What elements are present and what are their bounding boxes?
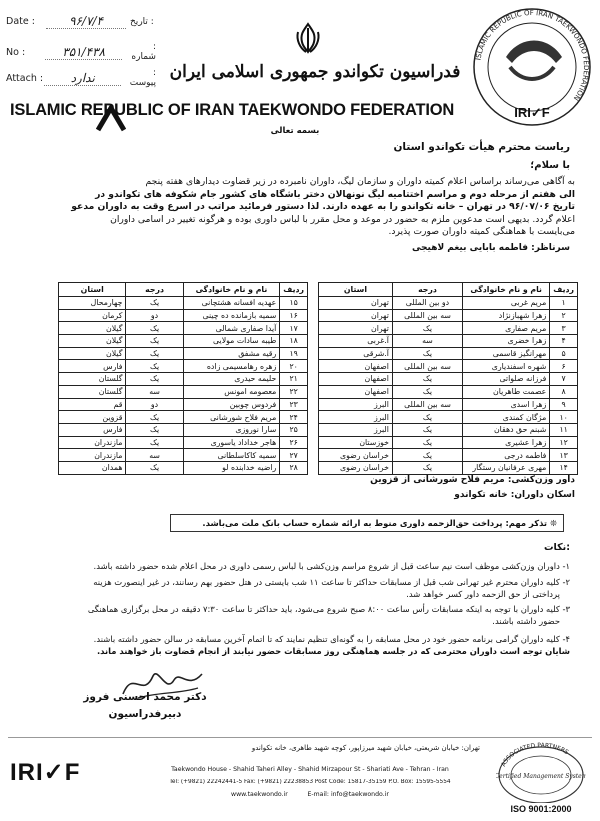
table-row <box>319 436 578 449</box>
cell-name: طیبه سادات مولایی <box>183 335 280 348</box>
cell-name: آیدا صفاری شمالی <box>183 322 280 335</box>
cell-num: ۱۸ <box>280 335 308 348</box>
cell-name: زهرا عشیری <box>463 436 550 449</box>
cell-num: ۲۵ <box>280 423 308 436</box>
table-row <box>59 461 308 474</box>
cell-province: چهارمحال <box>59 297 126 310</box>
cell-num: ۸ <box>550 385 578 398</box>
cell-grade: یک <box>392 449 462 462</box>
note-item: ۳- کلیه داوران با توجه به اینکه مسابقات رأس ساعت ۸:۰۰ صبح شروع می‌شود، باید حداکثر تا ساعت ۷:۳۰ دقیقه در محل برگزاری هماهنگی <box>87 604 570 614</box>
table-row <box>319 297 578 310</box>
cell-province: آ.غربی <box>319 335 393 348</box>
cell-name: زهرا اسدی <box>463 398 550 411</box>
table-row <box>59 436 308 449</box>
iso-cert-seal-icon <box>496 741 586 803</box>
cell-name: شهره اسفندیاری <box>463 360 550 373</box>
note-item: ۲- کلیه داوران محترم غیر تهرانی شب قبل از مسابقات حداکثر تا ساعت ۱۱ شب بایستی در هتل حضور بهم رسانند، در غیر اینصورت هزینه <box>93 577 570 587</box>
cell-grade: یک <box>392 322 462 335</box>
cell-name: زهره رهامسیمی زاده <box>183 360 280 373</box>
referees-accommodation: اسکان داوران: خانه تکواندو <box>454 490 575 500</box>
cell-province: گلستان <box>59 385 126 398</box>
table-row <box>59 322 308 335</box>
cell-name: فرزانه صلواتی <box>463 373 550 386</box>
note-item: ۱- داوران وزن‌کشی موظف است نیم ساعت قبل از شروع مراسم وزن‌کشی با لباس رسمی داوری در محل اعلام شده حضور داشته باشد. <box>93 561 570 571</box>
cell-province: گیلان <box>59 335 126 348</box>
cell-name: راضیه خدابنده لو <box>183 461 280 474</box>
cell-num: ۲۱ <box>280 373 308 386</box>
cell-grade: یک <box>392 436 462 449</box>
cell-num: ۲۰ <box>280 360 308 373</box>
table-row <box>59 449 308 462</box>
cell-num: ۱۱ <box>550 423 578 436</box>
table-row <box>59 423 308 436</box>
cell-name: فردوس چوبین <box>183 398 280 411</box>
col-province: استان <box>319 283 393 297</box>
footer-address-en: Taekwondo House - Shahid Taheri Alley - Shahid Mirzapour St - Shariati Ave - Tehran - Iran <box>171 766 449 773</box>
cell-name: مهرانگیز قاسمی <box>463 347 550 360</box>
table-row <box>59 335 308 348</box>
note-item: شایان توجه است داوران محترمی که در جلسه هماهنگی روز مسابقات حضور نیابند از انجام قضاوت باز خواهند ماند. <box>96 646 570 656</box>
federation-title-en: ISLAMIC REPUBLIC OF IRAN TAEKWONDO FEDERATION <box>10 101 455 119</box>
table-row <box>59 347 308 360</box>
cell-name: مریم غربی <box>463 297 550 310</box>
table-row <box>59 360 308 373</box>
attach-label-fa: : پیوست <box>129 68 156 88</box>
cell-name: فاطمه درجی <box>463 449 550 462</box>
para-line: الی هفتم از مرحله دوم و مراسم اختتامیه لیگ نونهالان دختر باشگاه های کشور جام شکوفه های تکواندو در <box>95 188 575 200</box>
table-row <box>319 398 578 411</box>
para-line: تاریخ ۹۶/۰۷/۰۶ در تهران – خانه تکواندو را به عهده دارند. لذا دستور فرمائید مراتب در اسرع وقت به داوران مدعو <box>71 201 575 212</box>
logo-ring-text: ISLAMIC REPUBLIC OF IRAN TAEKWONDO FEDERATION <box>474 8 591 102</box>
cell-grade: سه <box>126 449 183 462</box>
cell-name: عهدیه افسانه هشتچانی <box>183 297 280 310</box>
cell-num: ۲۳ <box>280 398 308 411</box>
cell-province: مازندران <box>59 449 126 462</box>
para-line: می‌بایست با هماهنگی کمیته داوران صورت پذیرد. <box>388 226 575 237</box>
table-row <box>319 411 578 424</box>
cell-grade: سه بین المللی <box>392 360 462 373</box>
body-paragraph <box>20 176 575 239</box>
recipient: ریاست محترم هیأت تکواندو استان <box>393 141 570 153</box>
col-num: ردیف <box>550 283 578 297</box>
cell-grade: سه <box>392 335 462 348</box>
cell-name: مریم فلاح شورشانی <box>183 411 280 424</box>
col-province: استان <box>59 283 126 297</box>
referees-table-right <box>318 282 578 475</box>
table-row <box>319 335 578 348</box>
table-row <box>59 373 308 386</box>
table-header-row <box>59 283 308 297</box>
number-label: No : <box>6 46 26 58</box>
cell-province: البرز <box>319 398 393 411</box>
cell-grade: یک <box>392 373 462 386</box>
table-row <box>59 411 308 424</box>
date-label-fa: : تاریخ <box>130 16 154 27</box>
note-item: ۴- کلیه داوران گرامی برنامه حضور خود در محل مسابقه را به گونه‌ای تنظیم نمایند که تا اتمام آخرین مسابقه در سالن حضور داشته باشند. <box>93 634 570 644</box>
cell-name: رقیه مشفق <box>183 347 280 360</box>
cell-num: ۱۳ <box>550 449 578 462</box>
note-item: پرداختی از حق الزحمه داور کسر خواهد شد. <box>406 589 560 599</box>
attach-label: Attach : <box>6 72 44 84</box>
cell-province: تهران <box>319 309 393 322</box>
signer-name: دکتر محمد احسنی فروز <box>83 691 207 703</box>
cell-name: حلیمه حیدری <box>183 373 280 386</box>
cell-province: البرز <box>319 423 393 436</box>
table-row <box>319 373 578 386</box>
cell-province: قزوین <box>59 411 126 424</box>
footer-divider <box>8 737 592 738</box>
chevron-mark-icon <box>96 104 126 132</box>
cell-grade: یک <box>126 335 183 348</box>
iso-label: ISO 9001:2000 <box>510 804 572 814</box>
footer-address-fa: تهران: خیابان شریعتی، خیابان شهید میرزاپور، کوچه شهید طاهری، خانه تکواندو <box>251 744 480 752</box>
cell-province: قم <box>59 398 126 411</box>
federation-logo-icon <box>470 5 595 130</box>
para-line: به آگاهی می‌رساند براساس اعلام کمیته داوران و سازمان لیگ، داوران نامبرده در زیر قضاوت دیدارهای هفته پنجم <box>145 176 575 187</box>
footer-web: www.taekwondo.ir E-mail: info@taekwondo.ir <box>231 791 389 798</box>
cell-province: گیلان <box>59 347 126 360</box>
cell-province: مازندران <box>59 436 126 449</box>
referees-table-left <box>58 282 308 475</box>
table-row <box>319 347 578 360</box>
cell-province: کرمان <box>59 309 126 322</box>
number-label-fa: : شماره <box>131 42 156 62</box>
col-name: نام و نام خانوادگی <box>183 283 280 297</box>
cell-num: ۵ <box>550 347 578 360</box>
cell-grade: دو بین المللی <box>392 297 462 310</box>
cell-grade: یک <box>126 322 183 335</box>
cell-province: اصفهان <box>319 360 393 373</box>
cell-province: اصفهان <box>319 373 393 386</box>
table-row <box>319 461 578 474</box>
cell-grade: یک <box>126 347 183 360</box>
cell-grade: یک <box>126 373 183 386</box>
cell-name: زهرا خضری <box>463 335 550 348</box>
cell-num: ۱۰ <box>550 411 578 424</box>
cell-name: سمیه بازمانده ده چینی <box>183 309 280 322</box>
cell-province: تهران <box>319 322 393 335</box>
table-row <box>319 360 578 373</box>
iran-emblem-icon <box>294 22 322 54</box>
head-referee: سرناظر: فاطمه بابایی بیغم لاهیجی <box>411 243 570 253</box>
footer-logo: IRI✓F <box>10 759 81 786</box>
cert-mid-text: Certified Management System <box>496 773 586 780</box>
cell-grade: دو <box>126 398 183 411</box>
greeting: با سلام؛ <box>530 160 570 171</box>
cell-num: ۲۷ <box>280 449 308 462</box>
cell-name: شبنم حق دهقان <box>463 423 550 436</box>
table-row <box>59 309 308 322</box>
cell-grade: یک <box>126 461 183 474</box>
cell-province: خراسان رضوی <box>319 449 393 462</box>
number-value: ۳۵۱/۴۳۸ <box>45 45 123 60</box>
number-row <box>6 42 156 62</box>
cell-num: ۶ <box>550 360 578 373</box>
cell-name: زهرا شهبازنژاد <box>463 309 550 322</box>
cell-name: هاجر خداداد یاسوری <box>183 436 280 449</box>
cell-num: ۱۷ <box>280 322 308 335</box>
cell-num: ۲۲ <box>280 385 308 398</box>
cell-num: ۱۹ <box>280 347 308 360</box>
date-label: Date : <box>6 16 35 27</box>
cell-province: فارس <box>59 360 126 373</box>
date-row <box>6 14 156 29</box>
cell-num: ۱۲ <box>550 436 578 449</box>
cell-province: گلستان <box>59 373 126 386</box>
table-row <box>319 322 578 335</box>
signer-title: دبیرفدراسیون <box>108 708 182 720</box>
cell-province: اصفهان <box>319 385 393 398</box>
cell-grade: سه <box>126 385 183 398</box>
cell-grade: یک <box>126 297 183 310</box>
cell-grade: سه بین المللی <box>392 398 462 411</box>
cell-grade: یک <box>126 423 183 436</box>
federation-title-fa: فدراسیون تکواندو جمهوری اسلامی ایران <box>169 62 461 82</box>
para-line: اعلام گردد. بدیهی است مدعوین ملزم به حضور در موعد و محل مقرر با لباس داوری بوده و هرگونه تغییر در اسامی داوران <box>110 213 575 225</box>
cell-num: ۷ <box>550 373 578 386</box>
table-row <box>319 385 578 398</box>
cell-grade: یک <box>392 347 462 360</box>
cell-grade: یک <box>126 411 183 424</box>
cell-grade: یک <box>392 385 462 398</box>
cell-num: ۲۴ <box>280 411 308 424</box>
cell-num: ۳ <box>550 322 578 335</box>
col-grade: درجه <box>126 283 183 297</box>
cell-name: سارا نوروزی <box>183 423 280 436</box>
footer-phone: Tel: (+9821) 22242441-5 Fax: (+9821) 22238853 Post Code: 15817-35159 P.O. Box: 15595-5554 <box>169 779 451 785</box>
cell-num: ۱۵ <box>280 297 308 310</box>
cell-province: همدان <box>59 461 126 474</box>
cell-name: مریم صفاری <box>463 322 550 335</box>
cell-num: ۹ <box>550 398 578 411</box>
col-name: نام و نام خانوادگی <box>463 283 550 297</box>
cell-grade: سه بین المللی <box>392 309 462 322</box>
table-row <box>319 449 578 462</box>
cell-num: ۲۶ <box>280 436 308 449</box>
logo-mark: IRI✓F <box>514 105 550 120</box>
cell-province: خراسان رضوی <box>319 461 393 474</box>
cert-ring-text: ASSOCIATED PARTNERS <box>500 741 570 768</box>
cell-grade: یک <box>126 360 183 373</box>
cell-province: خوزستان <box>319 436 393 449</box>
table-row <box>319 309 578 322</box>
attach-value: ندارد <box>44 71 121 86</box>
note-item: حضور داشته باشند. <box>492 616 560 626</box>
table-row <box>59 398 308 411</box>
notes-title: :نکات <box>543 542 570 553</box>
col-grade: درجه <box>392 283 462 297</box>
cell-num: ۱ <box>550 297 578 310</box>
weigher-referee: داور وزن‌کشی: مریم فلاح شورشانی از قزوین <box>370 475 575 485</box>
date-value: ۹۶/۷/۴ <box>46 14 126 29</box>
cell-province: تهران <box>319 297 393 310</box>
attach-row <box>6 68 156 88</box>
svg-text:ASSOCIATED PARTNERS <box>500 742 570 768</box>
cell-grade: یک <box>392 461 462 474</box>
cell-grade: دو <box>126 309 183 322</box>
cell-name: سمیه کاکاسلطانی <box>183 449 280 462</box>
cell-province: گیلان <box>59 322 126 335</box>
cell-name: مژگان کمندی <box>463 411 550 424</box>
cell-province: فارس <box>59 423 126 436</box>
cell-num: ۱۶ <box>280 309 308 322</box>
important-note-box: ❊ تذکر مهم: پرداخت حق‌الزحمه داوری منوط به ارائه شماره حساب بانک ملت می‌باشد. <box>170 514 564 532</box>
cell-num: ۲ <box>550 309 578 322</box>
cell-num: ۱۴ <box>550 461 578 474</box>
table-row <box>319 423 578 436</box>
cell-num: ۴ <box>550 335 578 348</box>
cell-name: معصومه امونس <box>183 385 280 398</box>
cell-province: البرز <box>319 411 393 424</box>
table-row <box>59 297 308 310</box>
table-header-row <box>319 283 578 297</box>
col-num: ردیف <box>280 283 308 297</box>
bismillah: بسمه تعالی <box>270 126 320 136</box>
cell-grade: یک <box>392 423 462 436</box>
cell-name: عصمت طاهریان <box>463 385 550 398</box>
cell-num: ۲۸ <box>280 461 308 474</box>
table-row <box>59 385 308 398</box>
cell-grade: یک <box>126 436 183 449</box>
cell-province: آ.شرقی <box>319 347 393 360</box>
cell-grade: یک <box>392 411 462 424</box>
cell-name: مهری عرفانیان رستگار <box>463 461 550 474</box>
